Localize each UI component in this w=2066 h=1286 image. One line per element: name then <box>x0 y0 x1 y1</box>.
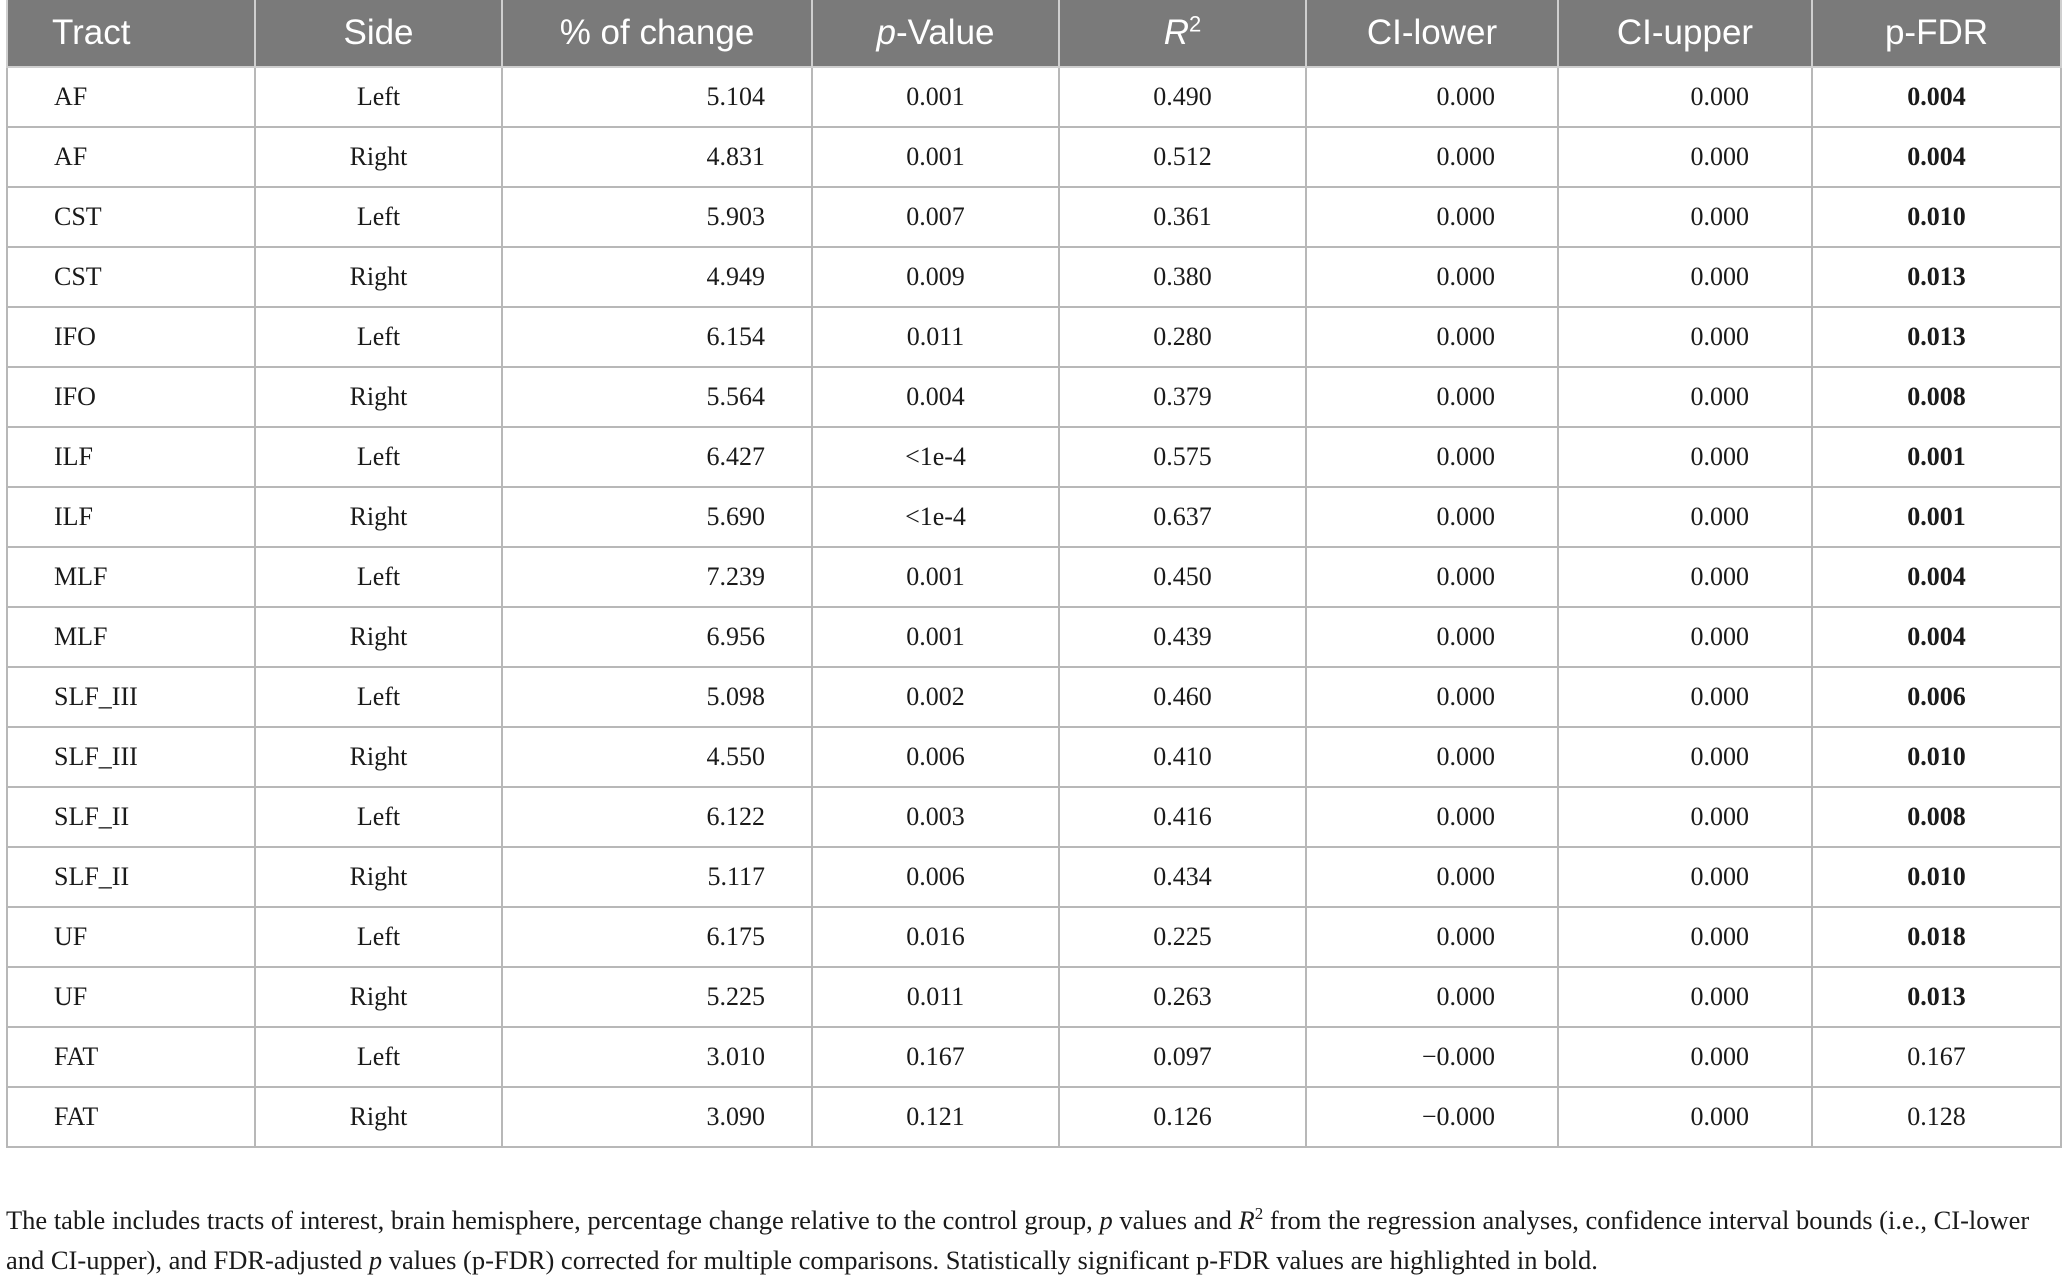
caption-part1: The table includes tracts of interest, brain hemisphere, percentage change relative to the control group, <box>6 1205 1100 1235</box>
cell-ci-upper: 0.000 <box>1558 847 1812 907</box>
cell-tract: SLF_III <box>7 727 255 787</box>
cell-ci-upper: 0.000 <box>1558 67 1812 127</box>
cell-pvalue: 0.167 <box>812 1027 1059 1087</box>
cell-pfdr: 0.004 <box>1812 67 2061 127</box>
cell-side: Right <box>255 727 502 787</box>
cell-ci-lower: 0.000 <box>1306 667 1558 727</box>
cell-pfdr: 0.128 <box>1812 1087 2061 1147</box>
cell-change: 5.098 <box>502 667 812 727</box>
cell-r2: 0.126 <box>1059 1087 1306 1147</box>
cell-change: 3.010 <box>502 1027 812 1087</box>
cell-pvalue: 0.011 <box>812 307 1059 367</box>
table-row <box>7 547 2061 607</box>
cell-side: Right <box>255 367 502 427</box>
cell-pfdr: 0.013 <box>1812 967 2061 1027</box>
cell-pvalue: 0.001 <box>812 127 1059 187</box>
cell-ci-lower: 0.000 <box>1306 427 1558 487</box>
cell-tract: CST <box>7 187 255 247</box>
table-body <box>7 67 2061 1147</box>
cell-side: Right <box>255 847 502 907</box>
cell-change: 5.564 <box>502 367 812 427</box>
cell-ci-upper: 0.000 <box>1558 1027 1812 1087</box>
table-row <box>7 787 2061 847</box>
cell-r2: 0.512 <box>1059 127 1306 187</box>
cell-pvalue: 0.016 <box>812 907 1059 967</box>
cell-change: 4.949 <box>502 247 812 307</box>
cell-side: Right <box>255 247 502 307</box>
cell-ci-lower: 0.000 <box>1306 607 1558 667</box>
cell-r2: 0.097 <box>1059 1027 1306 1087</box>
table-caption <box>6 1200 2060 1280</box>
cell-ci-lower: 0.000 <box>1306 247 1558 307</box>
cell-side: Left <box>255 547 502 607</box>
caption-sup: 2 <box>1254 1204 1264 1224</box>
results-table-container <box>6 0 2060 1148</box>
cell-ci-lower: 0.000 <box>1306 547 1558 607</box>
cell-tract: ILF <box>7 487 255 547</box>
cell-change: 6.427 <box>502 427 812 487</box>
header-ci-upper: CI-upper <box>1558 0 1812 67</box>
cell-ci-upper: 0.000 <box>1558 727 1812 787</box>
cell-side: Right <box>255 1087 502 1147</box>
table-row <box>7 487 2061 547</box>
cell-tract: ILF <box>7 427 255 487</box>
cell-pfdr: 0.010 <box>1812 187 2061 247</box>
cell-ci-upper: 0.000 <box>1558 1087 1812 1147</box>
table-row <box>7 127 2061 187</box>
cell-pfdr: 0.004 <box>1812 607 2061 667</box>
cell-tract: MLF <box>7 547 255 607</box>
table-row <box>7 907 2061 967</box>
cell-tract: FAT <box>7 1087 255 1147</box>
header-tract: Tract <box>7 0 255 67</box>
cell-ci-lower: 0.000 <box>1306 307 1558 367</box>
cell-pvalue: 0.003 <box>812 787 1059 847</box>
table-row <box>7 187 2061 247</box>
header-pvalue-rest: -Value <box>895 13 995 52</box>
cell-r2: 0.361 <box>1059 187 1306 247</box>
cell-pfdr: 0.010 <box>1812 847 2061 907</box>
caption-r: R <box>1238 1205 1255 1235</box>
header-r2-sup: 2 <box>1189 11 1202 37</box>
cell-pvalue: <1e-4 <box>812 487 1059 547</box>
table-row <box>7 607 2061 667</box>
cell-tract: UF <box>7 967 255 1027</box>
cell-side: Left <box>255 787 502 847</box>
caption-p2: p <box>368 1245 383 1275</box>
cell-ci-lower: 0.000 <box>1306 847 1558 907</box>
cell-change: 5.225 <box>502 967 812 1027</box>
cell-ci-upper: 0.000 <box>1558 607 1812 667</box>
cell-r2: 0.379 <box>1059 367 1306 427</box>
results-table <box>6 0 2062 1148</box>
cell-ci-lower: 0.000 <box>1306 487 1558 547</box>
header-ci-lower: CI-lower <box>1306 0 1558 67</box>
cell-ci-upper: 0.000 <box>1558 367 1812 427</box>
cell-ci-lower: 0.000 <box>1306 727 1558 787</box>
cell-pfdr: 0.004 <box>1812 127 2061 187</box>
cell-change: 4.550 <box>502 727 812 787</box>
cell-r2: 0.263 <box>1059 967 1306 1027</box>
cell-change: 6.122 <box>502 787 812 847</box>
cell-pfdr: 0.013 <box>1812 307 2061 367</box>
cell-ci-lower: 0.000 <box>1306 367 1558 427</box>
cell-r2: 0.410 <box>1059 727 1306 787</box>
header-pfdr: p-FDR <box>1812 0 2061 67</box>
cell-tract: FAT <box>7 1027 255 1087</box>
cell-tract: UF <box>7 907 255 967</box>
cell-pfdr: 0.008 <box>1812 367 2061 427</box>
caption-p1: p <box>1099 1205 1113 1235</box>
cell-pvalue: 0.004 <box>812 367 1059 427</box>
cell-change: 4.831 <box>502 127 812 187</box>
cell-side: Right <box>255 967 502 1027</box>
header-pvalue <box>812 0 1059 67</box>
cell-change: 6.154 <box>502 307 812 367</box>
table-row <box>7 847 2061 907</box>
cell-pvalue: 0.121 <box>812 1087 1059 1147</box>
cell-ci-upper: 0.000 <box>1558 307 1812 367</box>
cell-r2: 0.439 <box>1059 607 1306 667</box>
table-row <box>7 307 2061 367</box>
cell-pfdr: 0.167 <box>1812 1027 2061 1087</box>
table-row <box>7 1087 2061 1147</box>
cell-tract: SLF_II <box>7 847 255 907</box>
cell-side: Left <box>255 67 502 127</box>
table-row <box>7 967 2061 1027</box>
header-change: % of change <box>502 0 812 67</box>
cell-side: Right <box>255 127 502 187</box>
cell-change: 3.090 <box>502 1087 812 1147</box>
cell-pvalue: 0.001 <box>812 607 1059 667</box>
cell-pfdr: 0.001 <box>1812 427 2061 487</box>
cell-ci-upper: 0.000 <box>1558 787 1812 847</box>
cell-tract: AF <box>7 127 255 187</box>
table-row <box>7 247 2061 307</box>
caption-part4: values (p-FDR) corrected for multiple comparisons. Statistically significant p-FDR values are highlighted in bold. <box>382 1245 1598 1275</box>
table-row <box>7 367 2061 427</box>
cell-r2: 0.490 <box>1059 67 1306 127</box>
cell-pfdr: 0.001 <box>1812 487 2061 547</box>
cell-pvalue: 0.007 <box>812 187 1059 247</box>
cell-pfdr: 0.004 <box>1812 547 2061 607</box>
cell-change: 5.690 <box>502 487 812 547</box>
cell-r2: 0.434 <box>1059 847 1306 907</box>
cell-pvalue: 0.006 <box>812 847 1059 907</box>
cell-ci-lower: 0.000 <box>1306 187 1558 247</box>
cell-side: Left <box>255 187 502 247</box>
cell-r2: 0.225 <box>1059 907 1306 967</box>
cell-change: 5.903 <box>502 187 812 247</box>
cell-tract: IFO <box>7 367 255 427</box>
cell-side: Left <box>255 307 502 367</box>
cell-ci-lower: 0.000 <box>1306 787 1558 847</box>
cell-tract: SLF_III <box>7 667 255 727</box>
cell-ci-upper: 0.000 <box>1558 907 1812 967</box>
cell-ci-lower: −0.000 <box>1306 1027 1558 1087</box>
cell-ci-lower: 0.000 <box>1306 967 1558 1027</box>
cell-pfdr: 0.018 <box>1812 907 2061 967</box>
cell-tract: SLF_II <box>7 787 255 847</box>
cell-ci-lower: −0.000 <box>1306 1087 1558 1147</box>
header-pvalue-italic: p <box>876 13 896 52</box>
cell-ci-upper: 0.000 <box>1558 427 1812 487</box>
cell-pfdr: 0.008 <box>1812 787 2061 847</box>
header-row <box>7 0 2061 67</box>
cell-pvalue: 0.002 <box>812 667 1059 727</box>
cell-change: 6.175 <box>502 907 812 967</box>
cell-r2: 0.280 <box>1059 307 1306 367</box>
cell-tract: AF <box>7 67 255 127</box>
cell-tract: CST <box>7 247 255 307</box>
header-r2 <box>1059 0 1306 67</box>
cell-ci-lower: 0.000 <box>1306 127 1558 187</box>
caption-part2: values and <box>1112 1205 1239 1235</box>
header-r2-base: R <box>1163 13 1190 52</box>
cell-pvalue: 0.011 <box>812 967 1059 1027</box>
caption-part3: from the regression analyses, confidence interval bounds (i.e., CI-lower and CI-upper), and FDR-adjusted <box>6 1205 2030 1275</box>
cell-r2: 0.450 <box>1059 547 1306 607</box>
cell-pfdr: 0.010 <box>1812 727 2061 787</box>
cell-r2: 0.637 <box>1059 487 1306 547</box>
cell-ci-lower: 0.000 <box>1306 67 1558 127</box>
cell-pvalue: 0.001 <box>812 67 1059 127</box>
cell-side: Left <box>255 907 502 967</box>
table-row <box>7 67 2061 127</box>
cell-pvalue: <1e-4 <box>812 427 1059 487</box>
cell-ci-lower: 0.000 <box>1306 907 1558 967</box>
cell-ci-upper: 0.000 <box>1558 667 1812 727</box>
table-row <box>7 727 2061 787</box>
cell-ci-upper: 0.000 <box>1558 967 1812 1027</box>
cell-side: Left <box>255 667 502 727</box>
cell-pfdr: 0.013 <box>1812 247 2061 307</box>
cell-change: 5.117 <box>502 847 812 907</box>
cell-tract: IFO <box>7 307 255 367</box>
table-header <box>7 0 2061 67</box>
cell-r2: 0.380 <box>1059 247 1306 307</box>
cell-r2: 0.416 <box>1059 787 1306 847</box>
table-row <box>7 1027 2061 1087</box>
cell-side: Left <box>255 1027 502 1087</box>
cell-pvalue: 0.001 <box>812 547 1059 607</box>
cell-ci-upper: 0.000 <box>1558 187 1812 247</box>
cell-r2: 0.460 <box>1059 667 1306 727</box>
cell-pvalue: 0.009 <box>812 247 1059 307</box>
cell-pvalue: 0.006 <box>812 727 1059 787</box>
cell-ci-upper: 0.000 <box>1558 487 1812 547</box>
cell-tract: MLF <box>7 607 255 667</box>
cell-ci-upper: 0.000 <box>1558 247 1812 307</box>
cell-r2: 0.575 <box>1059 427 1306 487</box>
cell-pfdr: 0.006 <box>1812 667 2061 727</box>
cell-ci-upper: 0.000 <box>1558 127 1812 187</box>
cell-change: 6.956 <box>502 607 812 667</box>
table-row <box>7 427 2061 487</box>
table-row <box>7 667 2061 727</box>
cell-change: 5.104 <box>502 67 812 127</box>
header-side: Side <box>255 0 502 67</box>
cell-side: Left <box>255 427 502 487</box>
cell-change: 7.239 <box>502 547 812 607</box>
cell-side: Right <box>255 607 502 667</box>
cell-side: Right <box>255 487 502 547</box>
cell-ci-upper: 0.000 <box>1558 547 1812 607</box>
